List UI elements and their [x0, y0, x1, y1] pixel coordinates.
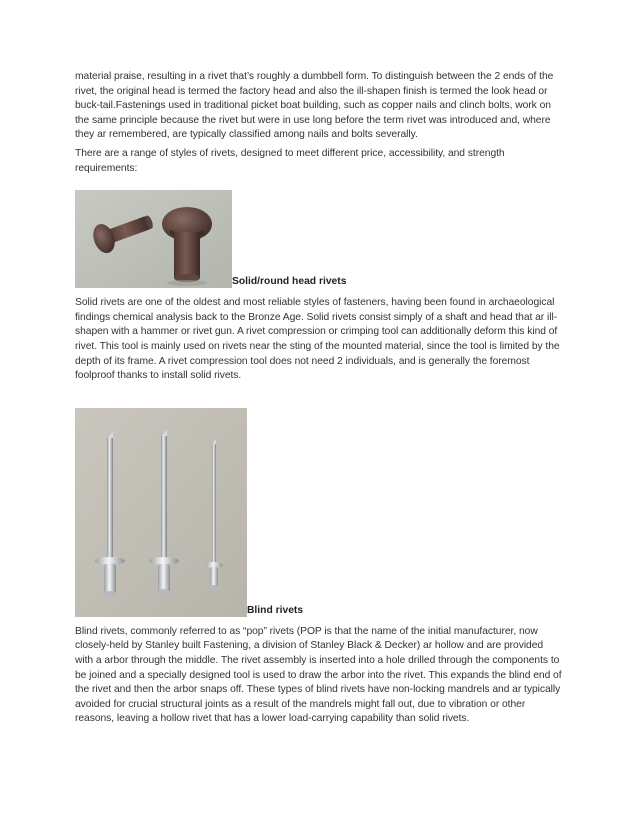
document-body — [75, 70, 563, 727]
solid-rivets-caption: Solid/round head rivets — [232, 276, 347, 288]
solid-rivets-image — [75, 190, 232, 288]
rivet-styles-paragraph: There are a range of styles of rivets, designed to meet different price, accessibility, and strength requirements: — [75, 147, 505, 174]
blind-rivets-figure — [75, 408, 563, 617]
solid-rivets-figure — [75, 190, 563, 288]
solid-rivets-paragraph: Solid rivets are one of the oldest and most reliable styles of fasteners, having been found in archaeological findings chemical analysis back to the Bronze Age. Solid rivets consist simply of a shaft and head that ar ill-shapen with a hammer or rivet gun. A rivet compression or crimping tool can additionally deform this kind of rivet. This tool is mainly used on rivets near the sting of the mounted material, since the tool is limited by the depth of its frame. A rivet compression tool does not need 2 individuals, and is generally the foremost foolproof thanks to install solid rivets. — [75, 297, 560, 382]
blind-rivets-paragraph: Blind rivets, commonly referred to as “pop” rivets (POP is that the name of the initial manufacturer, now closely-held by Stanley built Fastening, a division of Stanley Black & Decker) ar hollow and are provided with a arbor through the middle. The rivet assembly is inserted into a hole drilled through the components to be joined and a specially designed tool is used to draw the arbor into the rivet. This expands the blind end of the rivet and then the arbor snaps off. These types of blind rivets have non-locking mandrels and ar typically avoided for crucial structural joints as a result of the mandrels might fall out, due to vibration or other reasons, leaving a hollow rivet that has a lower load-carrying capability than solid rivets. — [75, 625, 562, 725]
intro-paragraph: material praise, resulting in a rivet that’s roughly a dumbbell form. To distinguish between the 2 ends of the rivet, the original head is termed the factory head and also the ill-shapen finish is termed the look head or buck-tail.Fastenings used in traditional picket boat building, such as copper nails and clinch bolts, work on the same principle because the rivet but were in use long before the term rivet was introduced and, where they ar remembered, are typically classified among nails and bolts severally. — [75, 71, 554, 141]
blind-rivets-image — [75, 408, 247, 617]
blind-rivets-caption: Blind rivets — [247, 604, 304, 616]
